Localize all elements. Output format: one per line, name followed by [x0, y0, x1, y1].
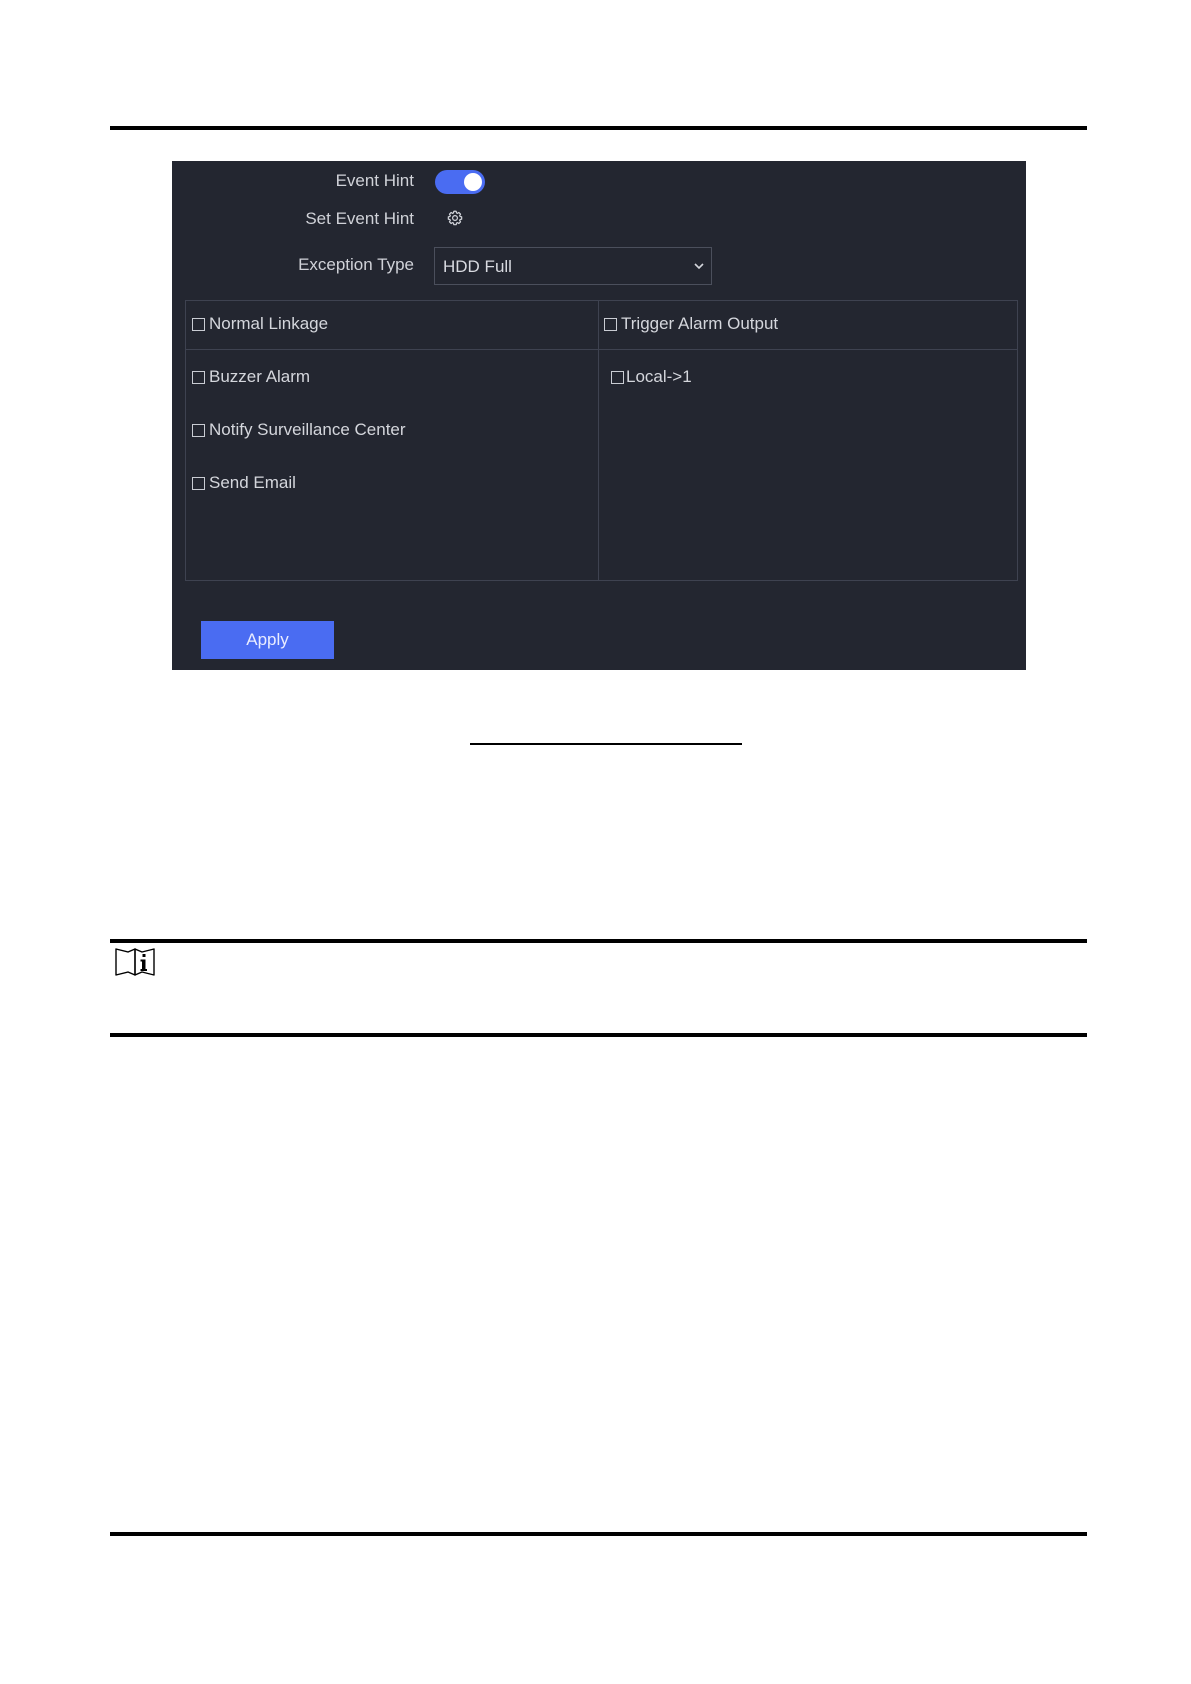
send-email-checkbox[interactable]: [192, 473, 296, 493]
alarm-output-local-1-checkbox[interactable]: [611, 367, 692, 387]
set-event-hint-label: Set Event Hint: [305, 209, 414, 228]
exception-settings-panel: [172, 161, 1026, 670]
linkage-table: [185, 300, 1018, 581]
normal-linkage-checkbox[interactable]: [192, 314, 328, 334]
exception-type-select[interactable]: [434, 247, 712, 285]
trigger-alarm-output-label: Trigger Alarm Output: [621, 314, 779, 333]
checkbox-box[interactable]: [192, 424, 205, 437]
toggle-knob: [464, 173, 482, 191]
table-divider-vertical: [598, 301, 599, 580]
checkbox-box[interactable]: [192, 318, 205, 331]
apply-button[interactable]: Apply: [201, 621, 334, 659]
notify-surveillance-center-checkbox[interactable]: [192, 420, 406, 440]
buzzer-alarm-checkbox[interactable]: [192, 367, 310, 387]
note-top-rule: [110, 939, 1087, 943]
exception-type-value: HDD Full: [443, 257, 512, 276]
table-divider-horizontal: [186, 349, 1017, 350]
checkbox-box[interactable]: [192, 371, 205, 384]
checkbox-box[interactable]: [611, 371, 624, 384]
event-hint-label: Event Hint: [335, 171, 414, 190]
normal-linkage-label: Normal Linkage: [209, 314, 329, 333]
notify-surveillance-center-label: Notify Surveillance Center: [209, 420, 406, 439]
info-book-icon: [114, 947, 156, 977]
send-email-label: Send Email: [209, 473, 296, 492]
note-bottom-rule: [110, 1033, 1087, 1037]
checkbox-box[interactable]: [192, 477, 205, 490]
gear-icon[interactable]: [446, 209, 464, 227]
exception-type-label: Exception Type: [298, 255, 414, 274]
chevron-down-icon: [693, 261, 705, 271]
figure-caption-underline: [470, 743, 742, 745]
trigger-alarm-output-checkbox[interactable]: [604, 314, 778, 334]
footer-rule: [110, 1532, 1087, 1536]
header-rule: [110, 126, 1087, 130]
buzzer-alarm-label: Buzzer Alarm: [209, 367, 311, 386]
checkbox-box[interactable]: [604, 318, 617, 331]
alarm-output-local-1-label: Local->1: [626, 367, 692, 386]
event-hint-toggle[interactable]: [435, 170, 485, 194]
